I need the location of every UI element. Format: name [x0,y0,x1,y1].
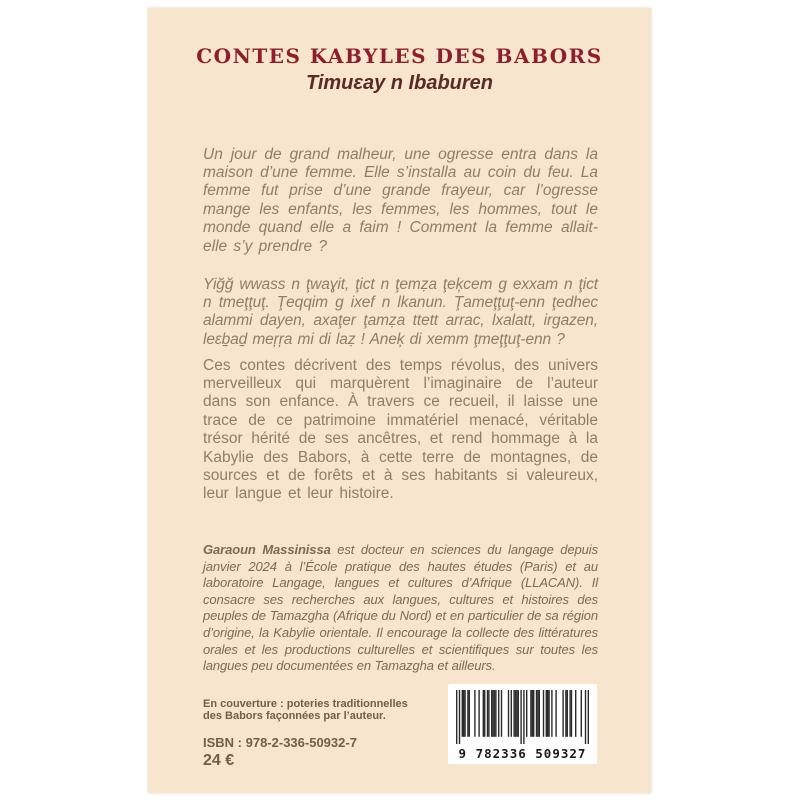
author-bio-text: est docteur en sciences du langage depuis janvier 2024 à l’École pratique des hautes études (Paris) et au laboratoire Langage, langues et cultures d’Afrique (LLACAN). Il consacre ses recherches aux langues, cultures et histoires des peuples de Tamazgha (Afrique du Nord) et en particulier de sa région d’origine, la Kabylie orientale. Il encourage la collecte des littératures orales et les productions culturelles et scientifiques sur toutes les langues peu documentées en Tamazgha et ailleurs. [203,542,598,674]
isbn-number: ISBN : 978-2-336-50932-7 [203,735,357,750]
author-bio [203,542,598,675]
book-title: CONTES KABYLES DES BABORS [196,44,603,68]
barcode-bars-icon [456,690,589,744]
cover-illustration-note: En couverture : poteries traditionnelles des Babors façonnées par l’auteur. [203,698,408,722]
barcode [448,684,597,764]
book-description: Ces contes décrivent des temps révolus, des univers merveilleux qui marquèrent l’imaginaire de l’auteur dans son enfance. À travers ce recueil, il laisse une trace de ce patrimoine immatériel menacé, véritable trésor hérité de ses ancêtres, et rend hommage à la Kabylie des Babors, à cette terre de montagnes, de sources et de forêts et à ses habitants si valeureux, leur langue et leur histoire. [203,356,598,503]
book-subtitle: Timuɛay n Ibaburen [305,72,493,94]
author-name: Garaoun Massinissa [203,542,331,557]
book-cover [148,8,651,793]
excerpt-kabyle: Yiğğ wwass n ţwaɣit, ţict n ţemẓa ţeķcem g exxam n ţict n tmeţţuţ. Ţeqqim g ixef n lkanun. Ţameţţuţ-enn ţedhec alammi dayen, axaţer ţamẓa ttett arrac, lxalatt, irgazen, leɛḇaḏ meŗŗa mi di laẓ ! Aneķ di xemm ţmeţţuţ-enn ? [203,275,598,348]
excerpt-french: Un jour de grand malheur, une ogresse entra dans la maison d’une femme. Elle s’installa au coin du feu. La femme fut prise d’une grande frayeur, car l’ogresse mange les enfants, les femmes, les hommes, tout le monde quand elle a faim ! Comment la femme allait-elle s’y prendre ? [203,145,598,255]
price: 24 € [203,752,235,769]
barcode-digits: 9 782336 509327 [458,746,587,761]
